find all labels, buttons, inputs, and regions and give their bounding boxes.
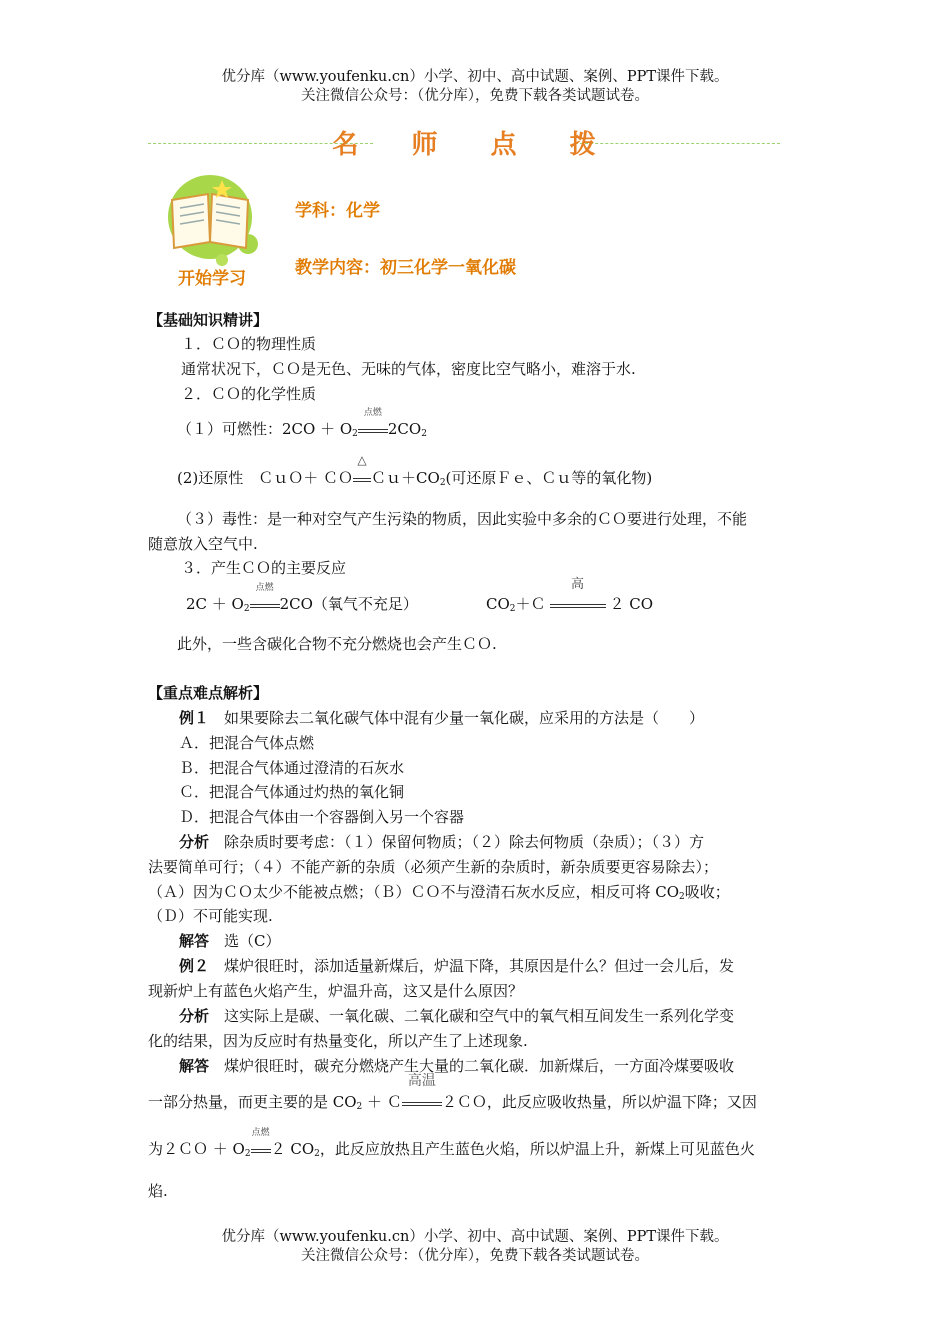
answer-2-sub-2: 2 bbox=[244, 1149, 251, 1159]
example-2-text-1: 煤炉很旺时，添加适量新煤后，炉温下降，其原因是什么？但过一会儿后，发 bbox=[224, 957, 735, 975]
answer-2-cond-1: 高温 bbox=[407, 1073, 436, 1089]
content-label: 教学内容：初三化学一氧化碳 bbox=[295, 258, 516, 278]
answer-2-text-2a: 一部分热量，而更主要的是 CO bbox=[148, 1093, 357, 1111]
footer-line-2: 关注微信公众号：（优分库），免费下载各类试题试卷。 bbox=[301, 1248, 649, 1264]
header-line-1: 优分库（www.youfenku.cn）小学、初中、高中试题、案例、PPT课件下载。 bbox=[221, 69, 729, 85]
start-learning-logo bbox=[160, 172, 270, 287]
example-2-line-2: 现新炉上有蓝色火焰产生，炉温升高，这又是什么原因？ bbox=[148, 982, 524, 1000]
p2-title: ２．ＣＯ的化学性质 bbox=[181, 385, 317, 403]
answer-2-text-2c: ２ＣＯ，此反应吸收热量，所以炉温下降；又因 bbox=[441, 1093, 757, 1111]
eq4-mid: ＋Ｃ bbox=[515, 595, 546, 613]
p3-note: 此外，一些含碳化合物不充分燃烧也会产生ＣＯ. bbox=[177, 635, 497, 653]
example-2-label: 例２ bbox=[179, 957, 210, 975]
analysis-1-label: 分析 bbox=[179, 833, 210, 851]
eq1-prefix: （１）可燃性：2CO ＋ O bbox=[177, 420, 353, 438]
example-1-question bbox=[179, 707, 704, 729]
section-heading-basics: 【基础知识精讲】 bbox=[148, 311, 269, 329]
answer-2-text-2b: ＋ Ｃ bbox=[362, 1093, 402, 1111]
eq4-cond: 高 bbox=[571, 577, 585, 592]
answer-2-line-3 bbox=[148, 1128, 755, 1165]
eq3-suffix: 2CO（氧气不充足） bbox=[279, 595, 418, 613]
answer-2-line-2 bbox=[148, 1073, 757, 1118]
analysis-2-line-1 bbox=[179, 1005, 734, 1027]
option-d: Ｄ．把混合气体由一个容器倒入另一个容器 bbox=[179, 808, 465, 826]
analysis-2-label: 分析 bbox=[179, 1007, 210, 1025]
answer-2-sub-1: 2 bbox=[356, 1102, 363, 1112]
example-1-label: 例１ bbox=[179, 709, 210, 727]
p3-title: ３．产生ＣＯ的主要反应 bbox=[181, 559, 347, 577]
analysis-1-line-2: 法要简单可行；（４）不能产新的杂质（必须产生新的杂质时，新杂质要更容易除去）； bbox=[148, 858, 719, 876]
answer-2-text-3b: ２ CO bbox=[270, 1140, 315, 1158]
eq1-cond: 点燃 bbox=[363, 408, 382, 418]
answer-2-sub-3: 2 bbox=[314, 1149, 320, 1159]
analysis-1-line-1 bbox=[179, 831, 704, 853]
analysis-1-line-4: （Ｄ）不可能实现. bbox=[148, 907, 273, 925]
equation-reduction bbox=[177, 453, 653, 494]
analysis-1-sub: 2 bbox=[679, 892, 685, 902]
answer-1-label: 解答 bbox=[179, 932, 210, 950]
eq3-sub: 2 bbox=[243, 604, 250, 614]
p1-title: １．ＣＯ的物理性质 bbox=[181, 335, 317, 353]
option-c: Ｃ．把混合气体通过灼热的氧化铜 bbox=[179, 783, 405, 801]
answer-2-cond-2: 点燃 bbox=[251, 1128, 270, 1138]
answer-2-text-3a: 为２ＣＯ ＋ O bbox=[148, 1140, 245, 1158]
option-a: Ａ．把混合气体点燃 bbox=[179, 734, 315, 752]
eq3-cond: 点燃 bbox=[255, 583, 274, 593]
analysis-1-text-3a: （Ａ）因为ＣＯ太少不能被点燃；（Ｂ）ＣＯ不与澄清石灰水反应，相反可将 CO bbox=[148, 883, 680, 901]
banner-title: 名 师 点 拨 bbox=[332, 130, 618, 160]
eq2-mid: Ｃｕ＋CO bbox=[371, 469, 440, 487]
answer-2-line-1 bbox=[179, 1055, 734, 1077]
subject-label: 学科：化学 bbox=[295, 201, 380, 221]
eq4-suffix: ２ CO bbox=[609, 595, 654, 613]
eq2-sub: 2 bbox=[439, 478, 446, 488]
answer-1 bbox=[179, 930, 281, 952]
analysis-1-text-3b: 吸收； bbox=[684, 883, 730, 901]
logo-caption: 开始学习 bbox=[178, 269, 246, 289]
answer-2-text-3c: ，此反应放热且产生蓝色火焰，所以炉温上升，新煤上可见蓝色火 bbox=[319, 1140, 755, 1158]
eq3-prefix: 2C ＋ O bbox=[186, 595, 244, 613]
analysis-2-text-1: 这实际上是碳、一氧化碳、二氧化碳和空气中的氧气相互间发生一系列化学变 bbox=[224, 1007, 735, 1025]
equation-carbon-incomplete bbox=[186, 583, 418, 620]
toxic-line-2: 随意放入空气中. bbox=[148, 535, 258, 553]
answer-2-label: 解答 bbox=[179, 1057, 210, 1075]
example-1-text: 如果要除去二氧化碳气体中混有少量一氧化碳，应采用的方法是（ ） bbox=[224, 709, 705, 727]
equation-combustion bbox=[177, 408, 427, 445]
eq2-prefix: (2)还原性 ＣｕＯ＋ ＣＯ bbox=[177, 469, 354, 487]
section-heading-analysis: 【重点难点解析】 bbox=[148, 684, 269, 702]
answer-2-line-4: 焰. bbox=[148, 1182, 168, 1200]
answer-1-text: 选（C） bbox=[224, 932, 281, 950]
analysis-2-line-2: 化的结果，因为反应时有热量变化，所以产生了上述现象. bbox=[148, 1032, 528, 1050]
answer-2-text-1: 煤炉很旺时，碳充分燃烧产生大量的二氧化碳．加新煤后，一方面冷煤要吸收 bbox=[224, 1057, 735, 1075]
eq4-sub: 2 bbox=[509, 604, 516, 614]
analysis-1-text-1: 除杂质时要考虑：（１）保留何物质；（２）除去何物质（杂质）；（３）方 bbox=[224, 833, 705, 851]
example-2-line-1 bbox=[179, 955, 734, 977]
eq4-prefix: CO bbox=[486, 595, 510, 613]
equation-co2-carbon bbox=[486, 577, 654, 620]
eq2-suffix: (可还原Ｆｅ、Ｃｕ等的氧化物) bbox=[445, 469, 653, 487]
footer-line-1: 优分库（www.youfenku.cn）小学、初中、高中试题、案例、PPT课件下载。 bbox=[221, 1229, 729, 1245]
analysis-1-line-3 bbox=[148, 881, 730, 908]
option-b: Ｂ．把混合气体通过澄清的石灰水 bbox=[179, 759, 405, 777]
eq1-product: 2CO bbox=[387, 420, 422, 438]
p1-text: 通常状况下，ＣＯ是无色、无味的气体，密度比空气略小，难溶于水. bbox=[181, 360, 636, 378]
eq2-cond: △ bbox=[357, 453, 367, 467]
eq1-product-sub: 2 bbox=[421, 429, 427, 439]
header-line-2: 关注微信公众号：（优分库），免费下载各类试题试卷。 bbox=[301, 88, 649, 104]
toxic-line-1: （３）毒性：是一种对空气产生污染的物质，因此实验中多余的ＣＯ要进行处理，不能 bbox=[177, 510, 748, 528]
eq1-sub: 2 bbox=[352, 429, 358, 439]
